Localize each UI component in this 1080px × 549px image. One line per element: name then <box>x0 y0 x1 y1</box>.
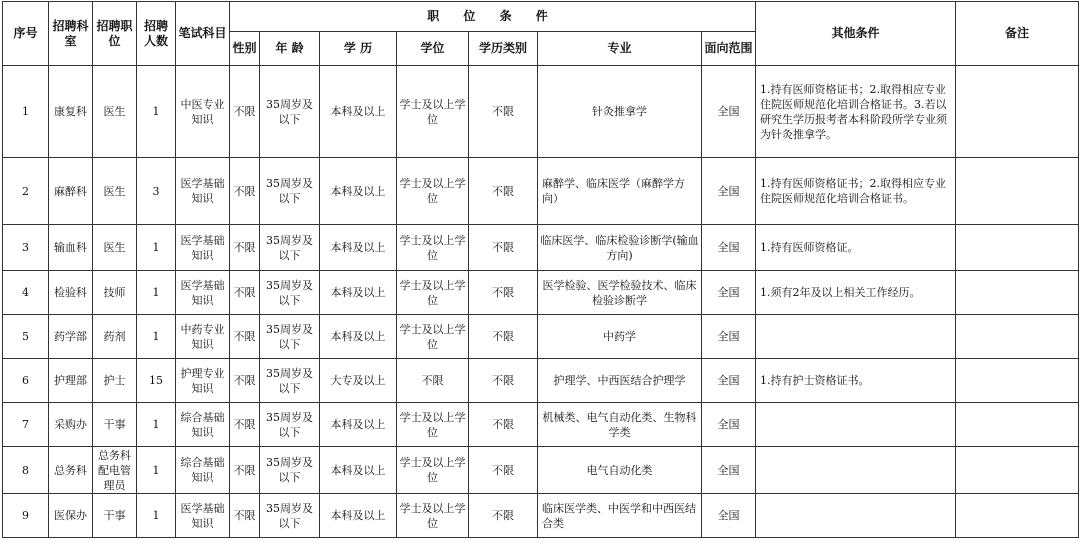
cell-position: 干事 <box>93 494 137 538</box>
cell-gender: 不限 <box>230 66 260 158</box>
cell-age: 35周岁及以下 <box>260 403 320 447</box>
cell-seq: 2 <box>3 158 49 225</box>
cell-major: 中药学 <box>538 315 702 359</box>
cell-count: 1 <box>137 315 176 359</box>
cell-seq: 6 <box>3 359 49 403</box>
cell-gender: 不限 <box>230 158 260 225</box>
cell-exam: 医学基础知识 <box>176 158 230 225</box>
cell-degree: 学士及以上学位 <box>397 494 469 538</box>
cell-position: 医生 <box>93 225 137 271</box>
cell-dept: 采购办 <box>49 403 93 447</box>
cell-gender: 不限 <box>230 225 260 271</box>
header-seq: 序号 <box>3 2 49 66</box>
cell-dept: 检验科 <box>49 271 93 315</box>
cell-major: 临床医学类、中医学和中西医结合类 <box>538 494 702 538</box>
cell-degree: 学士及以上学位 <box>397 315 469 359</box>
cell-degree: 不限 <box>397 359 469 403</box>
header-conditions: 职 位 条 件 <box>230 2 756 32</box>
cell-scope: 全国 <box>702 359 756 403</box>
cell-age: 35周岁及以下 <box>260 225 320 271</box>
cell-gender: 不限 <box>230 271 260 315</box>
cell-other: 1.须有2年及以上相关工作经历。 <box>756 271 956 315</box>
header-major: 专业 <box>538 32 702 66</box>
cell-scope: 全国 <box>702 315 756 359</box>
cell-remark <box>956 447 1079 494</box>
cell-seq: 7 <box>3 403 49 447</box>
cell-remark <box>956 271 1079 315</box>
cell-dept: 医保办 <box>49 494 93 538</box>
cell-age: 35周岁及以下 <box>260 359 320 403</box>
table-row <box>3 494 1079 538</box>
cell-major: 麻醉学、临床医学（麻醉学方向） <box>538 158 702 225</box>
cell-edu: 本科及以上 <box>320 66 397 158</box>
cell-age: 35周岁及以下 <box>260 315 320 359</box>
cell-exam: 中药专业知识 <box>176 315 230 359</box>
cell-gender: 不限 <box>230 315 260 359</box>
cell-position: 护士 <box>93 359 137 403</box>
cell-edu: 本科及以上 <box>320 315 397 359</box>
header-position: 招聘职位 <box>93 2 137 66</box>
cell-edu: 本科及以上 <box>320 447 397 494</box>
table-row <box>3 447 1079 494</box>
header-gender: 性别 <box>230 32 260 66</box>
cell-position: 医生 <box>93 158 137 225</box>
cell-other: 1.持有护士资格证书。 <box>756 359 956 403</box>
cell-remark <box>956 315 1079 359</box>
cell-gender: 不限 <box>230 494 260 538</box>
cell-position: 总务科配电管理员 <box>93 447 137 494</box>
cell-edu-type: 不限 <box>469 494 538 538</box>
table-row <box>3 403 1079 447</box>
cell-position: 药剂 <box>93 315 137 359</box>
cell-major: 临床医学、临床检验诊断学(输血方向) <box>538 225 702 271</box>
cell-seq: 3 <box>3 225 49 271</box>
cell-edu: 本科及以上 <box>320 271 397 315</box>
cell-count: 15 <box>137 359 176 403</box>
cell-position: 干事 <box>93 403 137 447</box>
cell-gender: 不限 <box>230 447 260 494</box>
cell-count: 1 <box>137 403 176 447</box>
cell-age: 35周岁及以下 <box>260 494 320 538</box>
cell-other <box>756 494 956 538</box>
cell-exam: 护理专业知识 <box>176 359 230 403</box>
header-edu-type: 学历类别 <box>469 32 538 66</box>
cell-exam: 综合基础知识 <box>176 447 230 494</box>
cell-remark <box>956 403 1079 447</box>
cell-age: 35周岁及以下 <box>260 271 320 315</box>
cell-dept: 总务科 <box>49 447 93 494</box>
cell-edu-type: 不限 <box>469 359 538 403</box>
cell-major: 电气自动化类 <box>538 447 702 494</box>
table-row <box>3 158 1079 225</box>
cell-scope: 全国 <box>702 271 756 315</box>
header-degree: 学位 <box>397 32 469 66</box>
header-edu: 学 历 <box>320 32 397 66</box>
cell-major: 机械类、电气自动化类、生物科学类 <box>538 403 702 447</box>
cell-remark <box>956 225 1079 271</box>
recruitment-table <box>2 1 1079 538</box>
cell-exam: 医学基础知识 <box>176 225 230 271</box>
cell-count: 3 <box>137 158 176 225</box>
cell-edu-type: 不限 <box>469 447 538 494</box>
header-count: 招聘人数 <box>137 2 176 66</box>
cell-remark <box>956 359 1079 403</box>
cell-other <box>756 403 956 447</box>
cell-edu: 本科及以上 <box>320 158 397 225</box>
cell-age: 35周岁及以下 <box>260 447 320 494</box>
header-row-1 <box>3 2 1079 32</box>
cell-edu: 本科及以上 <box>320 494 397 538</box>
cell-age: 35周岁及以下 <box>260 158 320 225</box>
cell-count: 1 <box>137 494 176 538</box>
cell-position: 医生 <box>93 66 137 158</box>
cell-count: 1 <box>137 271 176 315</box>
cell-exam: 医学基础知识 <box>176 271 230 315</box>
table-row <box>3 225 1079 271</box>
cell-degree: 学士及以上学位 <box>397 66 469 158</box>
cell-other: 1.持有医师资格证书；2.取得相应专业住院医师规范化培训合格证书。3.若以研究生学历报考者本科阶段所学专业须为针灸推拿学。 <box>756 66 956 158</box>
cell-count: 1 <box>137 66 176 158</box>
cell-other <box>756 447 956 494</box>
cell-degree: 学士及以上学位 <box>397 225 469 271</box>
cell-seq: 9 <box>3 494 49 538</box>
cell-seq: 5 <box>3 315 49 359</box>
cell-degree: 学士及以上学位 <box>397 403 469 447</box>
cell-edu-type: 不限 <box>469 66 538 158</box>
cell-edu-type: 不限 <box>469 315 538 359</box>
table-row <box>3 359 1079 403</box>
cell-count: 1 <box>137 225 176 271</box>
cell-seq: 1 <box>3 66 49 158</box>
cell-dept: 护理部 <box>49 359 93 403</box>
cell-gender: 不限 <box>230 403 260 447</box>
cell-gender: 不限 <box>230 359 260 403</box>
cell-exam: 医学基础知识 <box>176 494 230 538</box>
cell-dept: 麻醉科 <box>49 158 93 225</box>
header-remark: 备注 <box>956 2 1079 66</box>
cell-edu-type: 不限 <box>469 271 538 315</box>
table-row <box>3 315 1079 359</box>
cell-degree: 学士及以上学位 <box>397 447 469 494</box>
cell-edu: 大专及以上 <box>320 359 397 403</box>
cell-edu-type: 不限 <box>469 403 538 447</box>
cell-seq: 8 <box>3 447 49 494</box>
cell-count: 1 <box>137 447 176 494</box>
table-row <box>3 271 1079 315</box>
cell-position: 技师 <box>93 271 137 315</box>
header-scope: 面向范围 <box>702 32 756 66</box>
cell-dept: 康复科 <box>49 66 93 158</box>
cell-dept: 药学部 <box>49 315 93 359</box>
cell-scope: 全国 <box>702 225 756 271</box>
cell-dept: 输血科 <box>49 225 93 271</box>
cell-edu: 本科及以上 <box>320 225 397 271</box>
cell-age: 35周岁及以下 <box>260 66 320 158</box>
cell-major: 医学检验、医学检验技术、临床检验诊断学 <box>538 271 702 315</box>
cell-scope: 全国 <box>702 403 756 447</box>
cell-scope: 全国 <box>702 494 756 538</box>
cell-scope: 全国 <box>702 447 756 494</box>
cell-remark <box>956 66 1079 158</box>
cell-major: 护理学、中西医结合护理学 <box>538 359 702 403</box>
cell-edu-type: 不限 <box>469 158 538 225</box>
cell-exam: 中医专业知识 <box>176 66 230 158</box>
header-exam: 笔试科目 <box>176 2 230 66</box>
header-other: 其他条件 <box>756 2 956 66</box>
cell-other <box>756 315 956 359</box>
cell-remark <box>956 158 1079 225</box>
cell-scope: 全国 <box>702 66 756 158</box>
cell-degree: 学士及以上学位 <box>397 271 469 315</box>
cell-major: 针灸推拿学 <box>538 66 702 158</box>
cell-remark <box>956 494 1079 538</box>
cell-edu: 本科及以上 <box>320 403 397 447</box>
table-row <box>3 66 1079 158</box>
cell-exam: 综合基础知识 <box>176 403 230 447</box>
header-age: 年 龄 <box>260 32 320 66</box>
cell-other: 1.持有医师资格证书；2.取得相应专业住院医师规范化培训合格证书。 <box>756 158 956 225</box>
cell-other: 1.持有医师资格证。 <box>756 225 956 271</box>
cell-seq: 4 <box>3 271 49 315</box>
cell-degree: 学士及以上学位 <box>397 158 469 225</box>
cell-edu-type: 不限 <box>469 225 538 271</box>
cell-scope: 全国 <box>702 158 756 225</box>
header-dept: 招聘科室 <box>49 2 93 66</box>
